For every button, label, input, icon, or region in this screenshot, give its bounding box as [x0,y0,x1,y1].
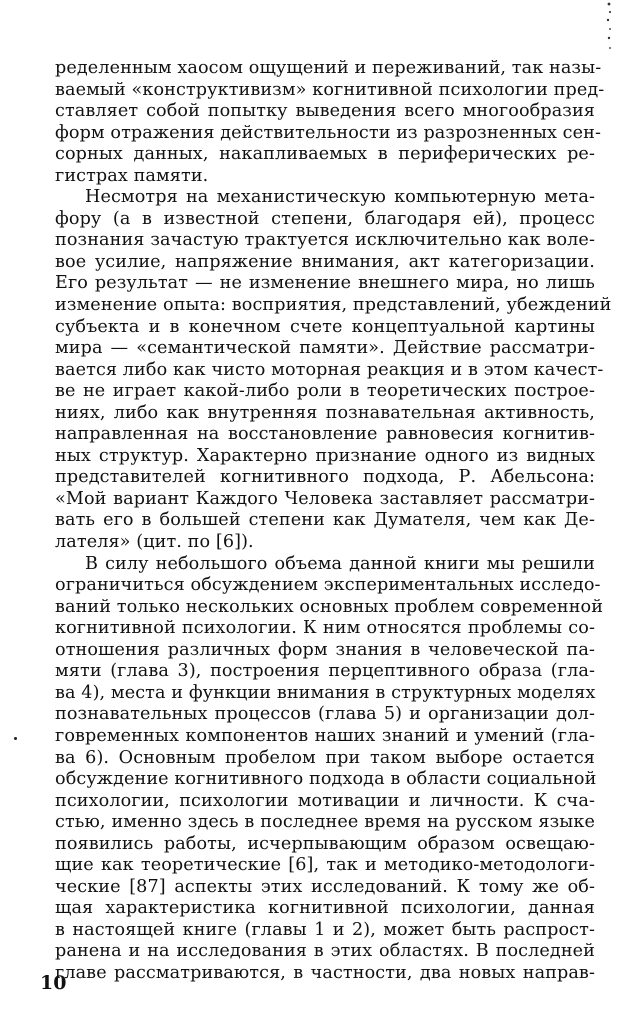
text-line: отношения различных форм знания в человеческой па- [55,639,595,660]
text-line: ваний только нескольких основных проблем современной [55,596,604,617]
paragraph [55,187,612,553]
page-body [55,58,612,985]
text-line: когнитивной психологии. К ним относятся проблемы со- [55,618,595,639]
text-line: ческие [87] аспекты этих исследований. К тому же об- [55,876,595,897]
text-line: познавательных процессов (глава 5) и организации дол- [55,704,595,725]
text-line: Его результат — не изменение внешнего мира, но лишь [55,273,595,294]
text-line: обсуждение когнитивного подхода в области социальной [55,769,597,790]
text-line: ставляет собой попытку выведения всего многообразия [55,101,595,122]
text-line: форм отражения действительности из разрозненных сен- [55,122,601,143]
text-line: ниях, либо как внутренняя познавательная активность, [55,402,595,423]
text-line: познания зачастую трактуется исключительно как воле- [55,230,595,251]
text-line: ных структур. Характерно признание одного из видных [55,445,595,466]
margin-scan-marks [604,0,614,70]
text-line: Несмотря на механистическую компьютерную мета- [85,187,595,208]
text-line: ве не играет какой-либо роли в теоретических построе- [55,381,595,402]
text-line: представителей когнитивного подхода, Р. Абельсона: [55,467,595,488]
text-line: «Мой вариант Каждого Человека заставляет рассматри- [55,488,595,509]
text-line: гистрах памяти. [55,165,209,186]
text-line: субъекта и в конечном счете концептуальной картины [55,316,595,337]
text-line: В силу небольшого объема данной книги мы решили [85,553,595,574]
text-line: сорных данных, накапливаемых в периферических ре- [55,144,595,165]
text-line: ваемый «конструктивизм» когнитивной психологии пред- [55,79,605,100]
text-line: мяти (глава 3), построения перцептивного образа (гла- [55,661,595,682]
scan-speck [14,737,17,740]
text-line: вать его в большей степени как Думателя, чем как Де- [55,510,595,531]
text-line: появились работы, исчерпывающим образом освещаю- [55,833,595,854]
text-line: вается либо как чисто моторная реакция и в этом качест- [55,359,604,380]
text-line: главе рассматриваются, в частности, два новых направ- [55,962,595,983]
text-line: говременных компонентов наших знаний и умений (гла- [55,725,595,746]
text-line: вое усилие, напряжение внимания, акт категоризации. [55,251,595,272]
text-line: лателя» (цит. по [6]). [55,532,254,553]
text-line: ранена и на исследования в этих областях. В последней [55,941,595,962]
paragraph [55,553,604,985]
text-line: мира — «семантической памяти». Действие рассматри- [55,338,595,359]
text-line: психологии, психологии мотивации и личности. К сча- [55,790,595,811]
paragraph [55,58,605,187]
text-line: ределенным хаосом ощущений и переживаний, так назы- [55,58,602,78]
text-line: щая характеристика когнитивной психологии, данная [55,898,595,919]
text-line: ва 6). Основным пробелом при таком выборе остается [55,747,595,768]
text-line: в настоящей книге (главы 1 и 2), может быть распрост- [55,919,595,940]
text-line: ва 4), места и функции внимания в структурных моделях [55,682,596,703]
text-line: ограничиться обсуждением экспериментальных исследо- [55,575,601,596]
text-line: фору (а в известной степени, благодаря ей), процесс [55,208,595,229]
text-line: щие как теоретические [6], так и методико-методологи- [55,855,595,876]
text-line: направленная на восстановление равновесия когнитив- [55,424,595,445]
margin-dots-graphic [604,0,614,70]
text-line: стью, именно здесь в последнее время на русском языке [55,812,595,833]
text-line: изменение опыта: восприятия, представлений, убеждений [55,295,612,316]
page-number: 10 [40,972,67,994]
